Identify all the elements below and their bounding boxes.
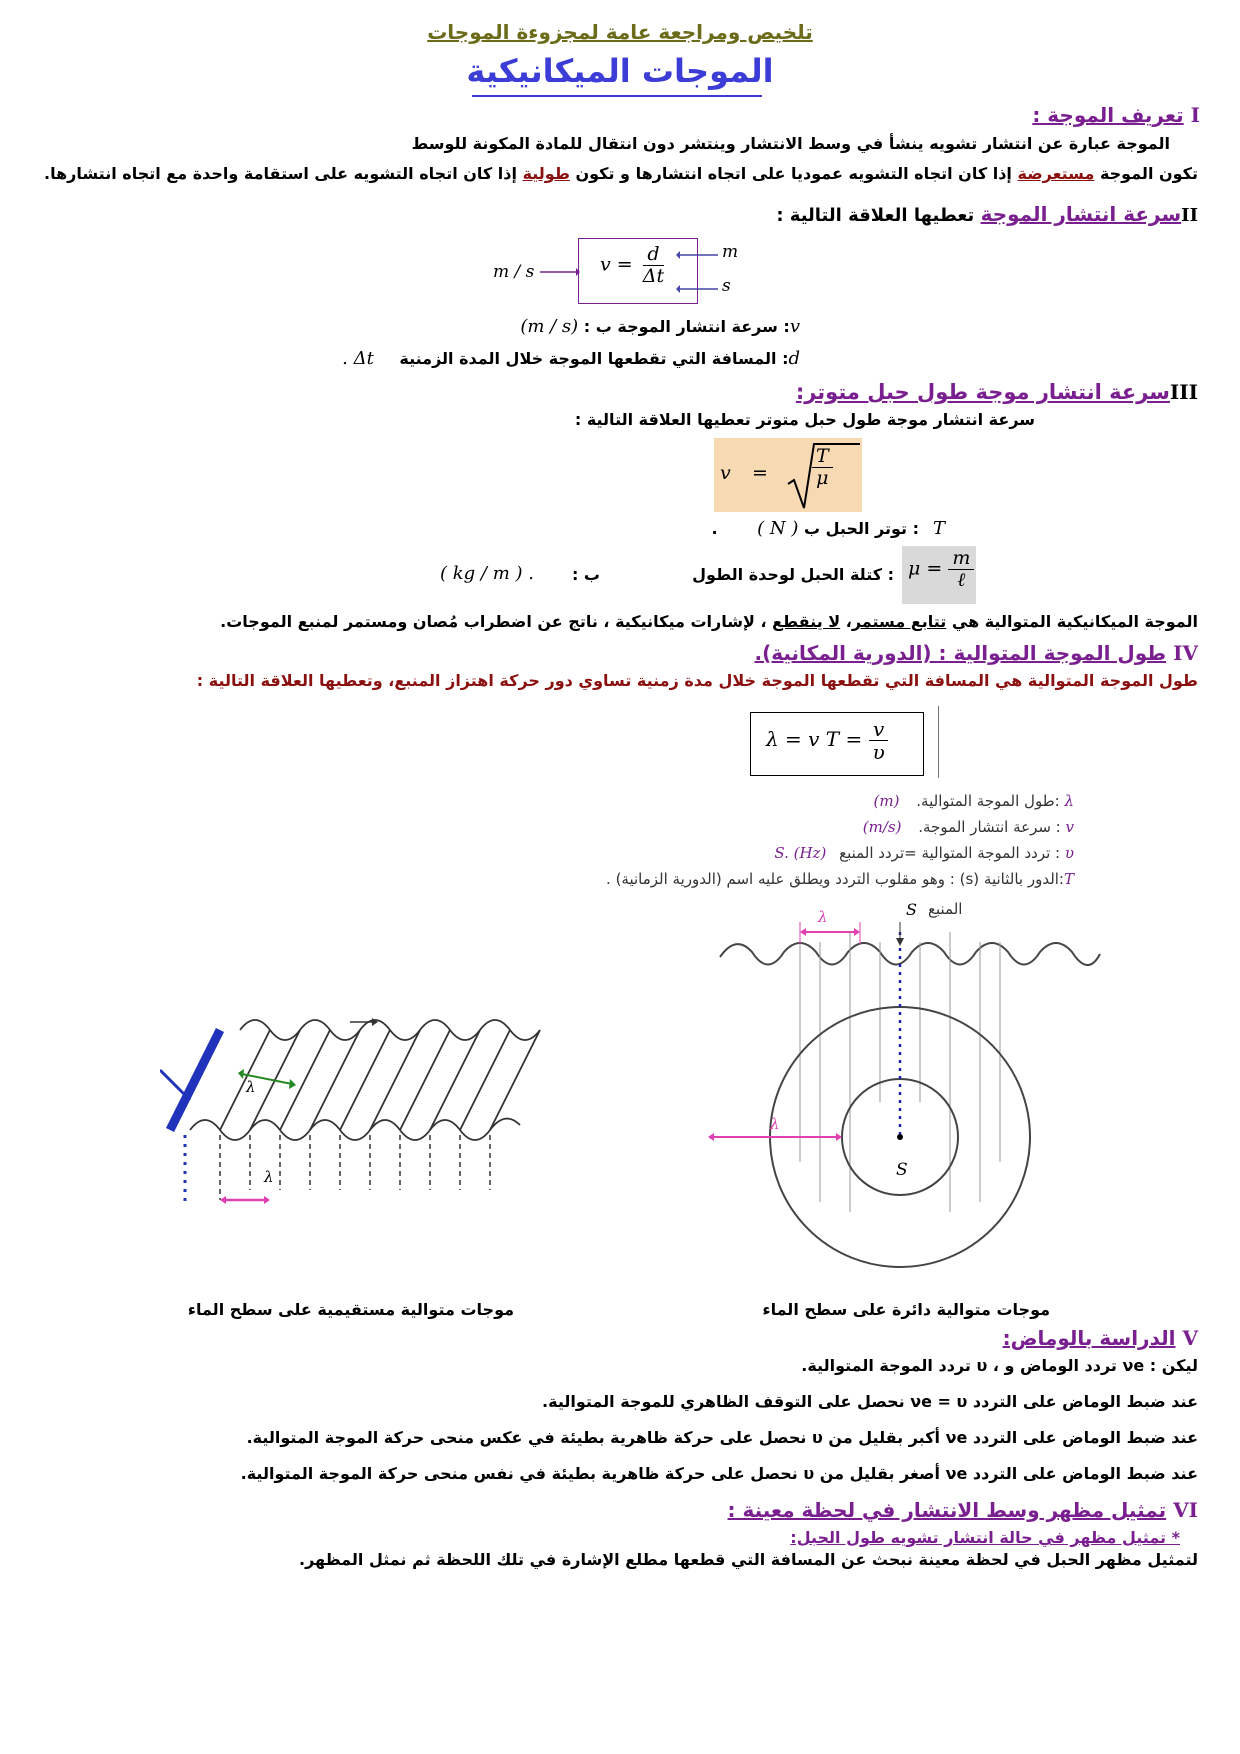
formula-lambda-num: v [869, 718, 888, 741]
section3-heading [796, 380, 1198, 404]
section6-sub: * تمثيل مظهر في حالة انتشار تشويه طول الحبل: [790, 1528, 1180, 1547]
section3-def-mu-unit: . ( kg / m ) [440, 563, 534, 584]
legend-T-unit: (s) : وهو مقلوب التردد ويطلق عليه اسم (الدورية الزمانية) . [606, 870, 980, 888]
def-v-unit: (m / s) [520, 316, 579, 337]
fig-right-lambda-side: λ [770, 1115, 780, 1133]
def-T-unit: ( N ) [757, 518, 799, 539]
section5-numeral: V [1182, 1326, 1198, 1350]
formula-v-num: d [643, 244, 663, 266]
figure-straight-waves [160, 1010, 560, 1220]
legend-lambda-unit: (m) [873, 792, 900, 810]
section3-intro: سرعة انتشار موجة طول حبل متوتر تعطيها العلاقة التالية : [574, 410, 1035, 429]
fig-right-center-sym: S [896, 1160, 908, 1180]
section3-paragraph [220, 612, 1198, 631]
formula-v-arrow-left [540, 262, 580, 282]
section4-title: طول الموجة المتوالية : (الدورية المكانية). [754, 641, 1167, 665]
para-a: الموجة الميكانيكية المتوالية هي [951, 612, 1198, 631]
formula-sqrt-lhs: v [720, 462, 731, 484]
section6-title: تمثيل مظهر وسط الانتشار في لحظة معينة : [727, 1498, 1167, 1522]
section1-line2-a: تكون الموجة [1099, 164, 1198, 183]
section1-heading [1032, 103, 1200, 127]
formula-sqrt-den: μ [816, 466, 829, 489]
def-T-sym: T [932, 518, 945, 539]
formula-sqrt-frac [812, 446, 833, 489]
fig-right-lambda-top: λ [818, 908, 828, 926]
caption-circular: موجات متوالية دائرة على سطح الماء [762, 1300, 1050, 1319]
formula-mu-lhs: μ = [908, 557, 943, 580]
legend-nu-sym: υ [1064, 844, 1074, 862]
legend-nu [774, 844, 1074, 862]
legend-T [606, 870, 1074, 888]
formula-v [600, 244, 668, 287]
section5-line1: ليكن : νe تردد الوماض و ، υ تردد الموجة المتوالية. [801, 1356, 1198, 1375]
formula-v-unit-left: m / s [493, 262, 535, 282]
legend-T-sym: T [1063, 870, 1074, 888]
fig-left-lambda-green: λ [246, 1078, 256, 1096]
para-u2: لا ينقطع [772, 612, 841, 631]
def-d-sym: d [788, 348, 800, 369]
legend-nu-text: : تردد الموجة المتوالية =تردد المنبع [839, 844, 1061, 862]
section2-def-v [520, 316, 800, 337]
legend-v-text: : سرعة انتشار الموجة. [918, 818, 1061, 836]
def-T-text: : توتر الحبل ب [803, 519, 919, 538]
section2-title: سرعة انتشار الموجة [980, 202, 1182, 226]
section3-numeral: III [1169, 380, 1198, 404]
page-subtitle: تلخيص ومراجعة عامة لمجزوءة الموجات [427, 20, 813, 44]
legend-lambda-sym: λ [1064, 792, 1074, 810]
fig-left-lambda-pink: λ [264, 1168, 274, 1186]
legend-lambda [874, 792, 1074, 810]
formula-sqrt-num: T [812, 446, 833, 468]
caption-straight: موجات متوالية مستقيمية على سطح الماء [187, 1300, 514, 1319]
fig-right-source-sym: S [906, 900, 917, 919]
formula-v-unit-s: s [722, 276, 731, 296]
section2-numeral: II [1181, 205, 1198, 226]
section5-line4: عند ضبط الوماض على التردد νe أصغر بقليل من υ نحصل على حركة ظاهرية بطيئة في نفس منحى حركة الموجة المتوالية. [240, 1464, 1198, 1483]
section6-heading [728, 1498, 1199, 1522]
formula-mu [908, 548, 974, 591]
page-title: الموجات الميكانيكية [466, 52, 774, 90]
term-longitudinal: طولية [522, 164, 570, 183]
section4-line: طول الموجة المتوالية هي المسافة التي تقطعها الموجة خلال مدة زمنية تساوي دور حركة اهتزاز المنبع، وتعطيها العلاقة التالية : [196, 671, 1198, 690]
section6-line: لتمثيل مظهر الحبل في لحظة معينة نبحث عن المسافة التي قطعها مطلع الإشارة في تلك اللحظة ثم نمثل المظهر. [298, 1550, 1198, 1569]
formula-mu-num: m [948, 548, 974, 570]
section3-def-mu-b: ب : [571, 565, 600, 584]
section1-line2-b: إذا كان اتجاه التشويه عموديا على اتجاه انتشارها و تكون [575, 164, 1012, 183]
section5-title: الدراسة بالوماض: [1002, 1326, 1176, 1350]
section4-heading [755, 641, 1198, 665]
formula-v-arrow-s [676, 281, 718, 297]
section4-numeral: IV [1173, 641, 1198, 665]
formula-v-unit-m: m [722, 242, 739, 262]
section5-line3: عند ضبط الوماض على التردد νe أكبر بقليل من υ نحصل على حركة ظاهرية بطيئة في عكس منحى حركة الموجة المتوالية. [246, 1428, 1198, 1447]
def-T-end: . [711, 519, 718, 538]
section3-title: سرعة انتشار موجة طول حبل متوتر: [795, 380, 1170, 404]
para-b: ، [845, 612, 852, 631]
title-underline [472, 95, 762, 97]
para-u1: تتابع مستمر [851, 612, 947, 631]
section2-def-d [342, 348, 800, 369]
legend-lambda-text: :طول الموجة المتوالية. [916, 792, 1060, 810]
figure-circular-waves [700, 902, 1120, 1272]
para-c: ، لإشارات ميكانيكية ، ناتج عن اضطراب مُصان ومستمر لمنبع الموجات. [220, 612, 767, 631]
section5-heading [1003, 1326, 1198, 1350]
legend-v-sym: v [1065, 818, 1074, 836]
formula-sqrt-eq: = [752, 462, 768, 484]
section1-line2-c: إذا كان اتجاه التشويه على استقامة واحدة مع اتجاه انتشارها. [43, 164, 517, 183]
def-v-text: : سرعة انتشار الموجة ب : [583, 317, 790, 336]
section2-heading [776, 202, 1198, 226]
section1-numeral: I [1190, 103, 1200, 127]
legend-T-text: :الدور بالثانية [983, 870, 1064, 888]
fig-right-source: المنبع [928, 900, 963, 918]
formula-mu-den: ℓ [957, 568, 966, 591]
section3-def-mu: : كتلة الحبل لوحدة الطول [692, 565, 894, 584]
formula-lambda-den: υ [872, 740, 885, 764]
section6-numeral: VI [1173, 1498, 1198, 1522]
section1-line1: الموجة عبارة عن انتشار تشويه ينشأ في وسط الانتشار وينتشر دون انتقال للمادة المكونة للوسط [411, 134, 1170, 153]
term-transverse: مستعرضة [1017, 164, 1095, 183]
formula-lambda [766, 718, 889, 763]
legend-v-unit: (m/s) [862, 818, 902, 836]
def-v-sym: v [789, 316, 800, 337]
formula-v-lhs: v = [600, 253, 633, 276]
section1-line2 [44, 164, 1198, 183]
formula-lambda-lhs: λ = v T = [766, 727, 863, 751]
section3-def-T [711, 518, 945, 539]
section1-title: تعريف الموجة : [1032, 103, 1184, 127]
def-d-text: : المسافة التي تقطعها الموجة خلال المدة الزمنية [399, 349, 789, 368]
section2-title-tail: تعطيها العلاقة التالية : [776, 205, 975, 226]
formula-v-den: Δt [642, 264, 665, 287]
def-d-unit: Δt . [342, 348, 374, 369]
legend-nu-unit: S. (Hz) [774, 844, 827, 862]
legend-v [863, 818, 1074, 836]
formula-v-arrow-m [676, 247, 718, 263]
section5-line2: عند ضبط الوماض على التردد νe = υ نحصل على التوقف الظاهري للموجة المتوالية. [542, 1392, 1198, 1411]
formula-lambda-vline [938, 706, 939, 778]
